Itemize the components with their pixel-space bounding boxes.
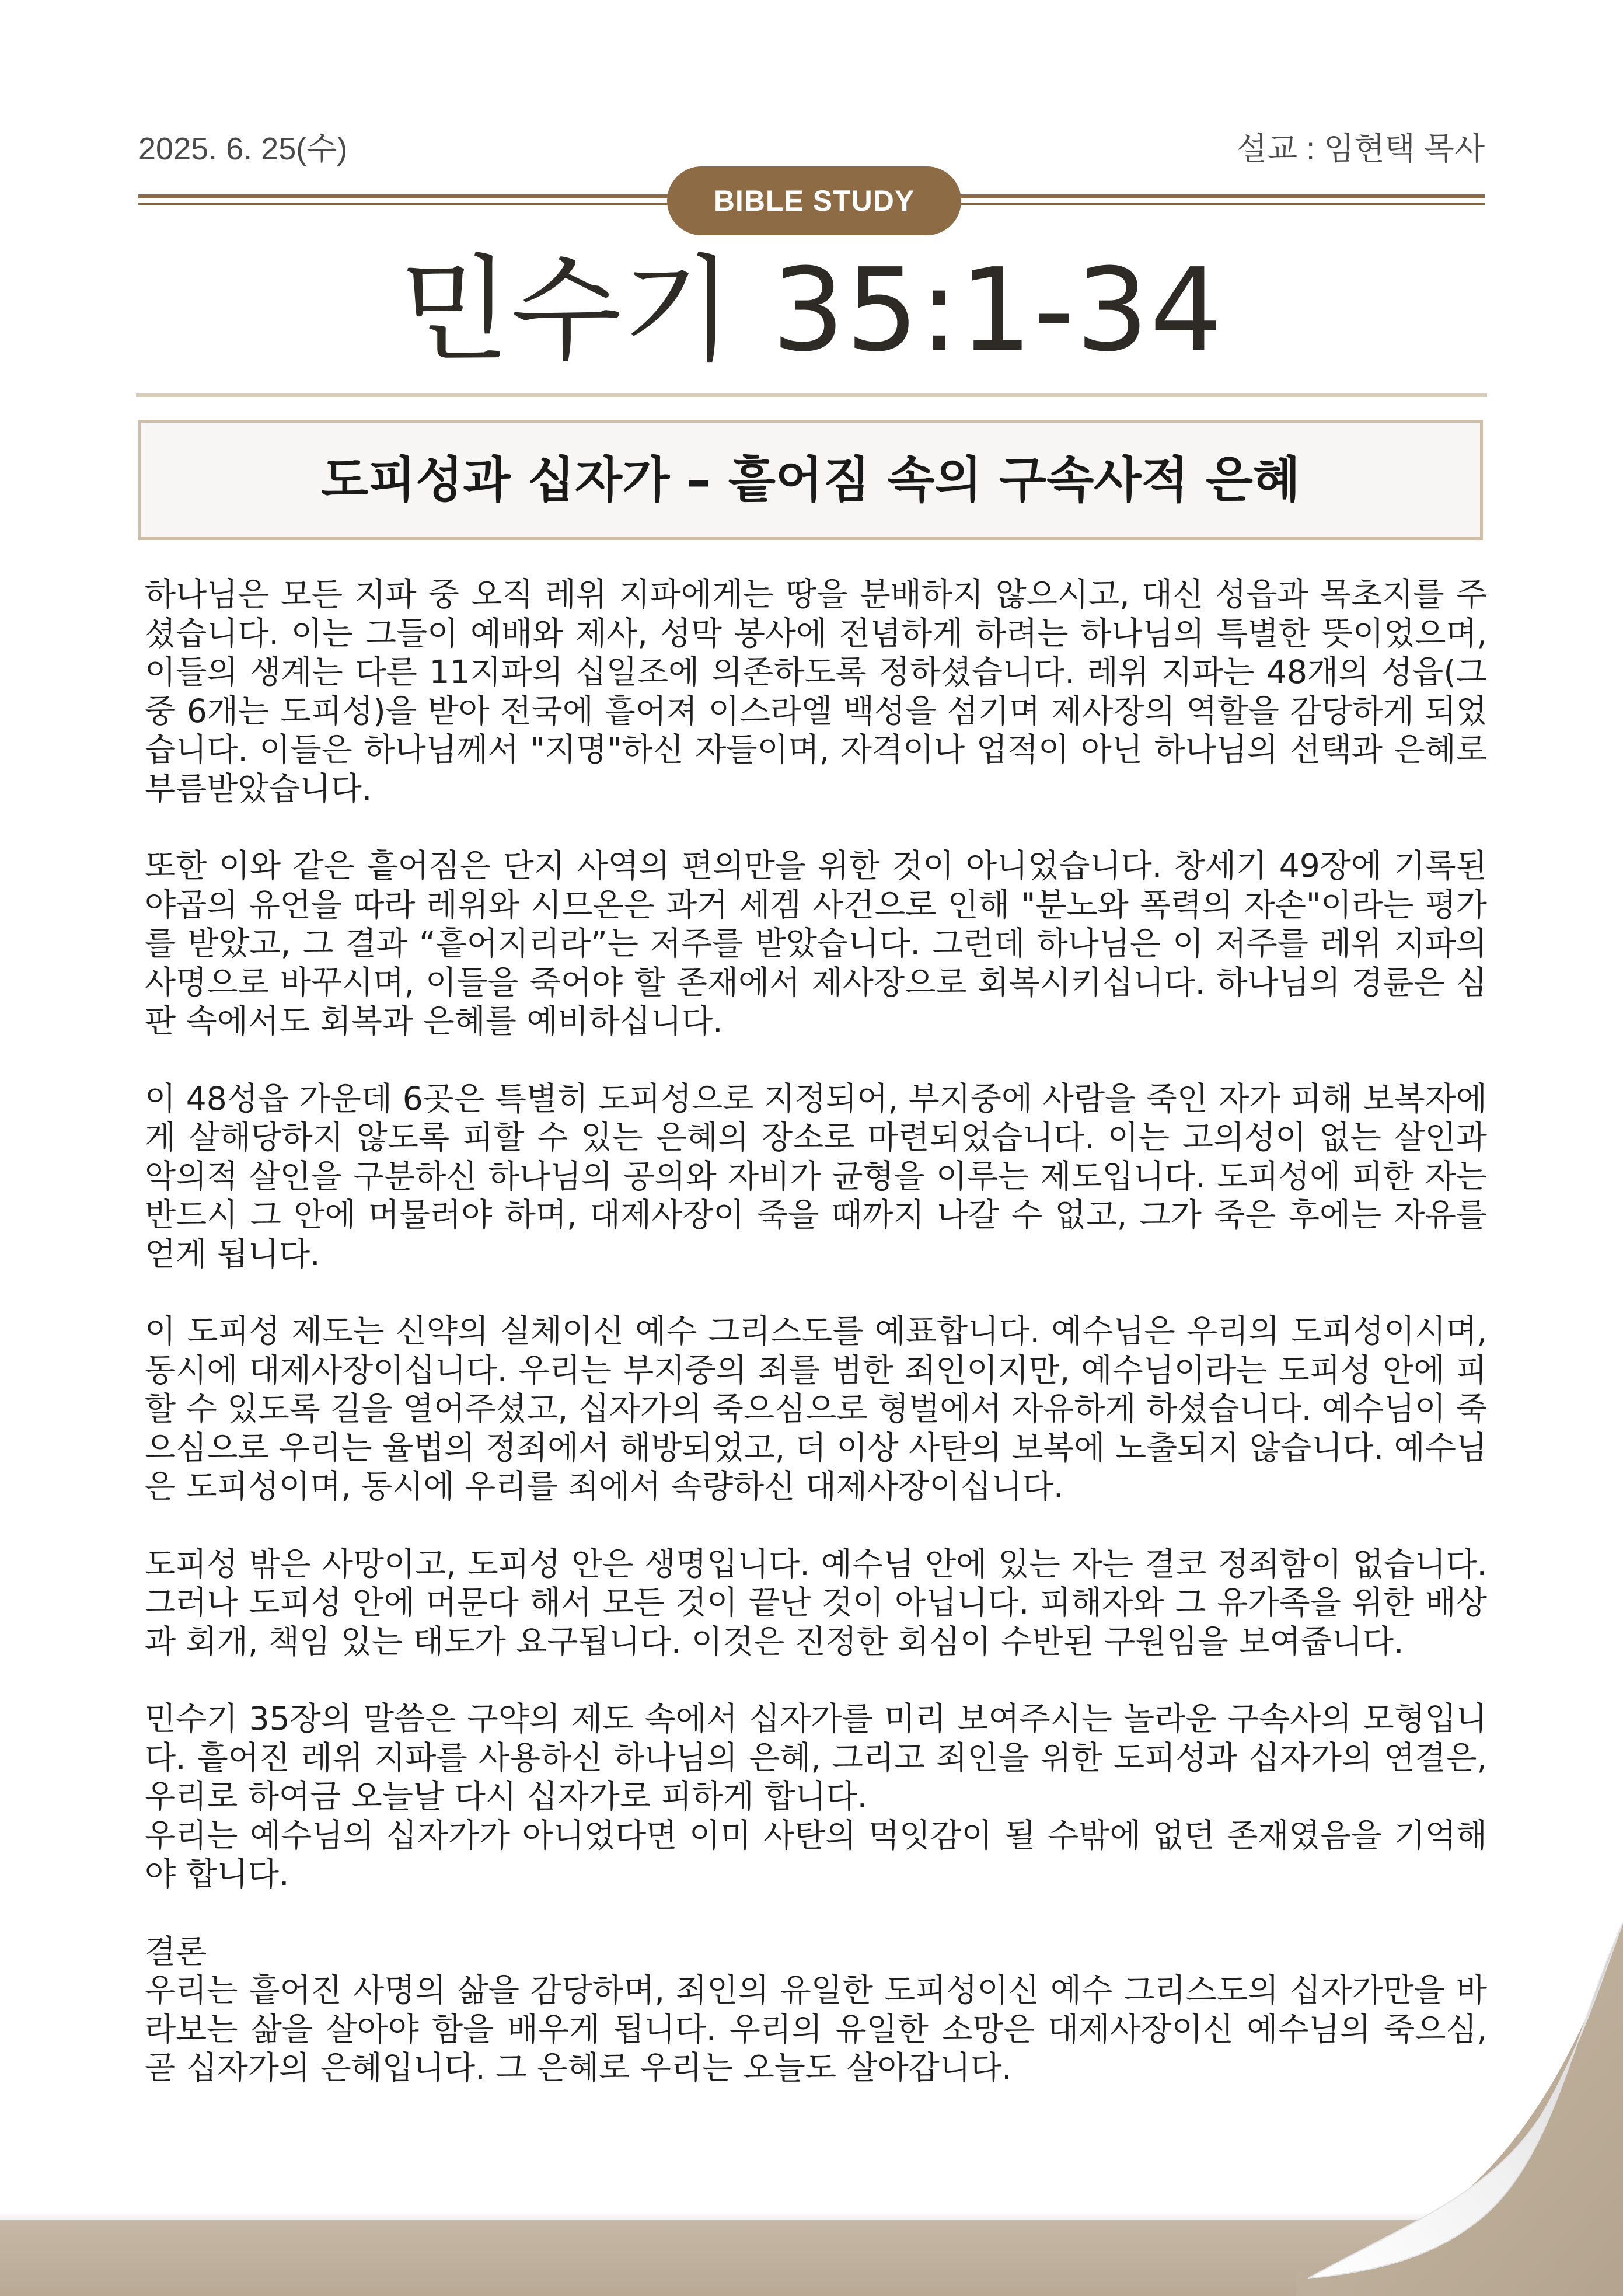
title-divider: [136, 393, 1487, 397]
body-paragraph-6: 민수기 35장의 말씀은 구약의 제도 속에서 십자가를 미리 보여주시는 놀라운 구속사의 모형입니다. 흩어진 레위 지파를 사용하신 하나님의 은혜, 그리고 죄인을 위한 도피성과 십자가의 연결은, 우리로 하여금 오늘날 다시 십자가로 피하게 합니다.: [145, 1700, 1487, 1815]
body-paragraph-4: 이 도피성 제도는 신약의 실체이신 예수 그리스도를 예표합니다. 예수님은 우리의 도피성이시며, 동시에 대제사장이십니다. 우리는 부지중의 죄를 범한 죄인이지만, 예수님이라는 도피성 안에 피할 수 있도록 길을 열어주셨고, 십자가의 죽으심으로 형벌에서 자유하게 하셨습니다. 예수님이 죽으심으로 우리는 율법의 정죄에서 해방되었고, 더 이상 사탄의 보복에 노출되지 않습니다. 예수님은 도피성이며, 동시에 우리를 죄에서 속량하신 대제사장이십니다.: [145, 1312, 1487, 1505]
body-paragraph-1: 하나님은 모든 지파 중 오직 레위 지파에게는 땅을 분배하지 않으시고, 대신 성읍과 목초지를 주셨습니다. 이는 그들이 예배와 제사, 성막 봉사에 전념하게 하려는 하나님의 특별한 뜻이었으며, 이들의 생계는 다른 11지파의 십일조에 의존하도록 정하셨습니다. 레위 지파는 48개의 성읍(그중 6개는 도피성)을 받아 전국에 흩어져 이스라엘 백성을 섬기며 제사장의 역할을 감당하게 되었습니다. 이들은 하나님께서 "지명"하신 자들이며, 자격이나 업적이 아닌 하나님의 선택과 은혜로 부름받았습니다.: [145, 576, 1487, 807]
header-row: [138, 124, 1485, 165]
body-paragraph-5: 도피성 밖은 사망이고, 도피성 안은 생명입니다. 예수님 안에 있는 자는 결코 정죄함이 없습니다. 그러나 도피성 안에 머문다 해서 모든 것이 끝난 것이 아닙니다. 피해자와 그 유가족을 위한 배상과 회개, 책임 있는 태도가 요구됩니다. 이것은 진정한 회심이 수반된 구원임을 보여줍니다.: [145, 1545, 1487, 1660]
sermon-date: 2025. 6. 25(수): [138, 131, 348, 166]
sermon-body: [145, 575, 1487, 2088]
preacher-name: 설교 : 임현택 목사: [1236, 131, 1485, 166]
bible-study-badge: BIBLE STUDY: [667, 166, 961, 235]
body-paragraph-2: 또한 이와 같은 흩어짐은 단지 사역의 편의만을 위한 것이 아니었습니다. 창세기 49장에 기록된 야곱의 유언을 따라 레위와 시므온은 과거 세겜 사건으로 인해 "분노와 폭력의 자손"이라는 평가를 받았고, 그 결과 “흩어지리라”는 저주를 받았습니다. 그런데 하나님은 이 저주를 레위 지파의 사명으로 바꾸시며, 이들을 죽어야 할 존재에서 제사장으로 회복시키십니다. 하나님의 경륜은 심판 속에서도 회복과 은혜를 예비하십니다.: [145, 847, 1487, 1040]
body-paragraph-7: 우리는 예수님의 십자가가 아니었다면 이미 사탄의 먹잇감이 될 수밖에 없던 존재였음을 기억해야 합니다.: [145, 1816, 1487, 1893]
conclusion-text: 우리는 흩어진 사명의 삶을 감당하며, 죄인의 유일한 도피성이신 예수 그리스도의 십자가만을 바라보는 삶을 살아야 함을 배우게 됩니다. 우리의 유일한 소망은 대제사장이신 예수님의 죽으심, 곧 십자가의 은혜입니다. 그 은혜로 우리는 오늘도 살아갑니다.: [145, 1971, 1487, 2086]
scripture-reference: 민수기 35:1-34: [399, 244, 1224, 377]
sermon-subtitle: 도피성과 십자가 – 흩어짐 속의 구속사적 은혜: [138, 420, 1483, 540]
body-paragraph-3: 이 48성읍 가운데 6곳은 특별히 도피성으로 지정되어, 부지중에 사람을 죽인 자가 피해 보복자에게 살해당하지 않도록 피할 수 있는 은혜의 장소로 마련되었습니다. 이는 고의성이 없는 살인과 악의적 살인을 구분하신 하나님의 공의와 자비가 균형을 이루는 제도입니다. 도피성에 피한 자는 반드시 그 안에 머물러야 하며, 대제사장이 죽을 때까지 나갈 수 없고, 그가 죽은 후에는 자유를 얻게 됩니다.: [145, 1079, 1487, 1273]
conclusion-heading: 결론: [145, 1932, 207, 1970]
